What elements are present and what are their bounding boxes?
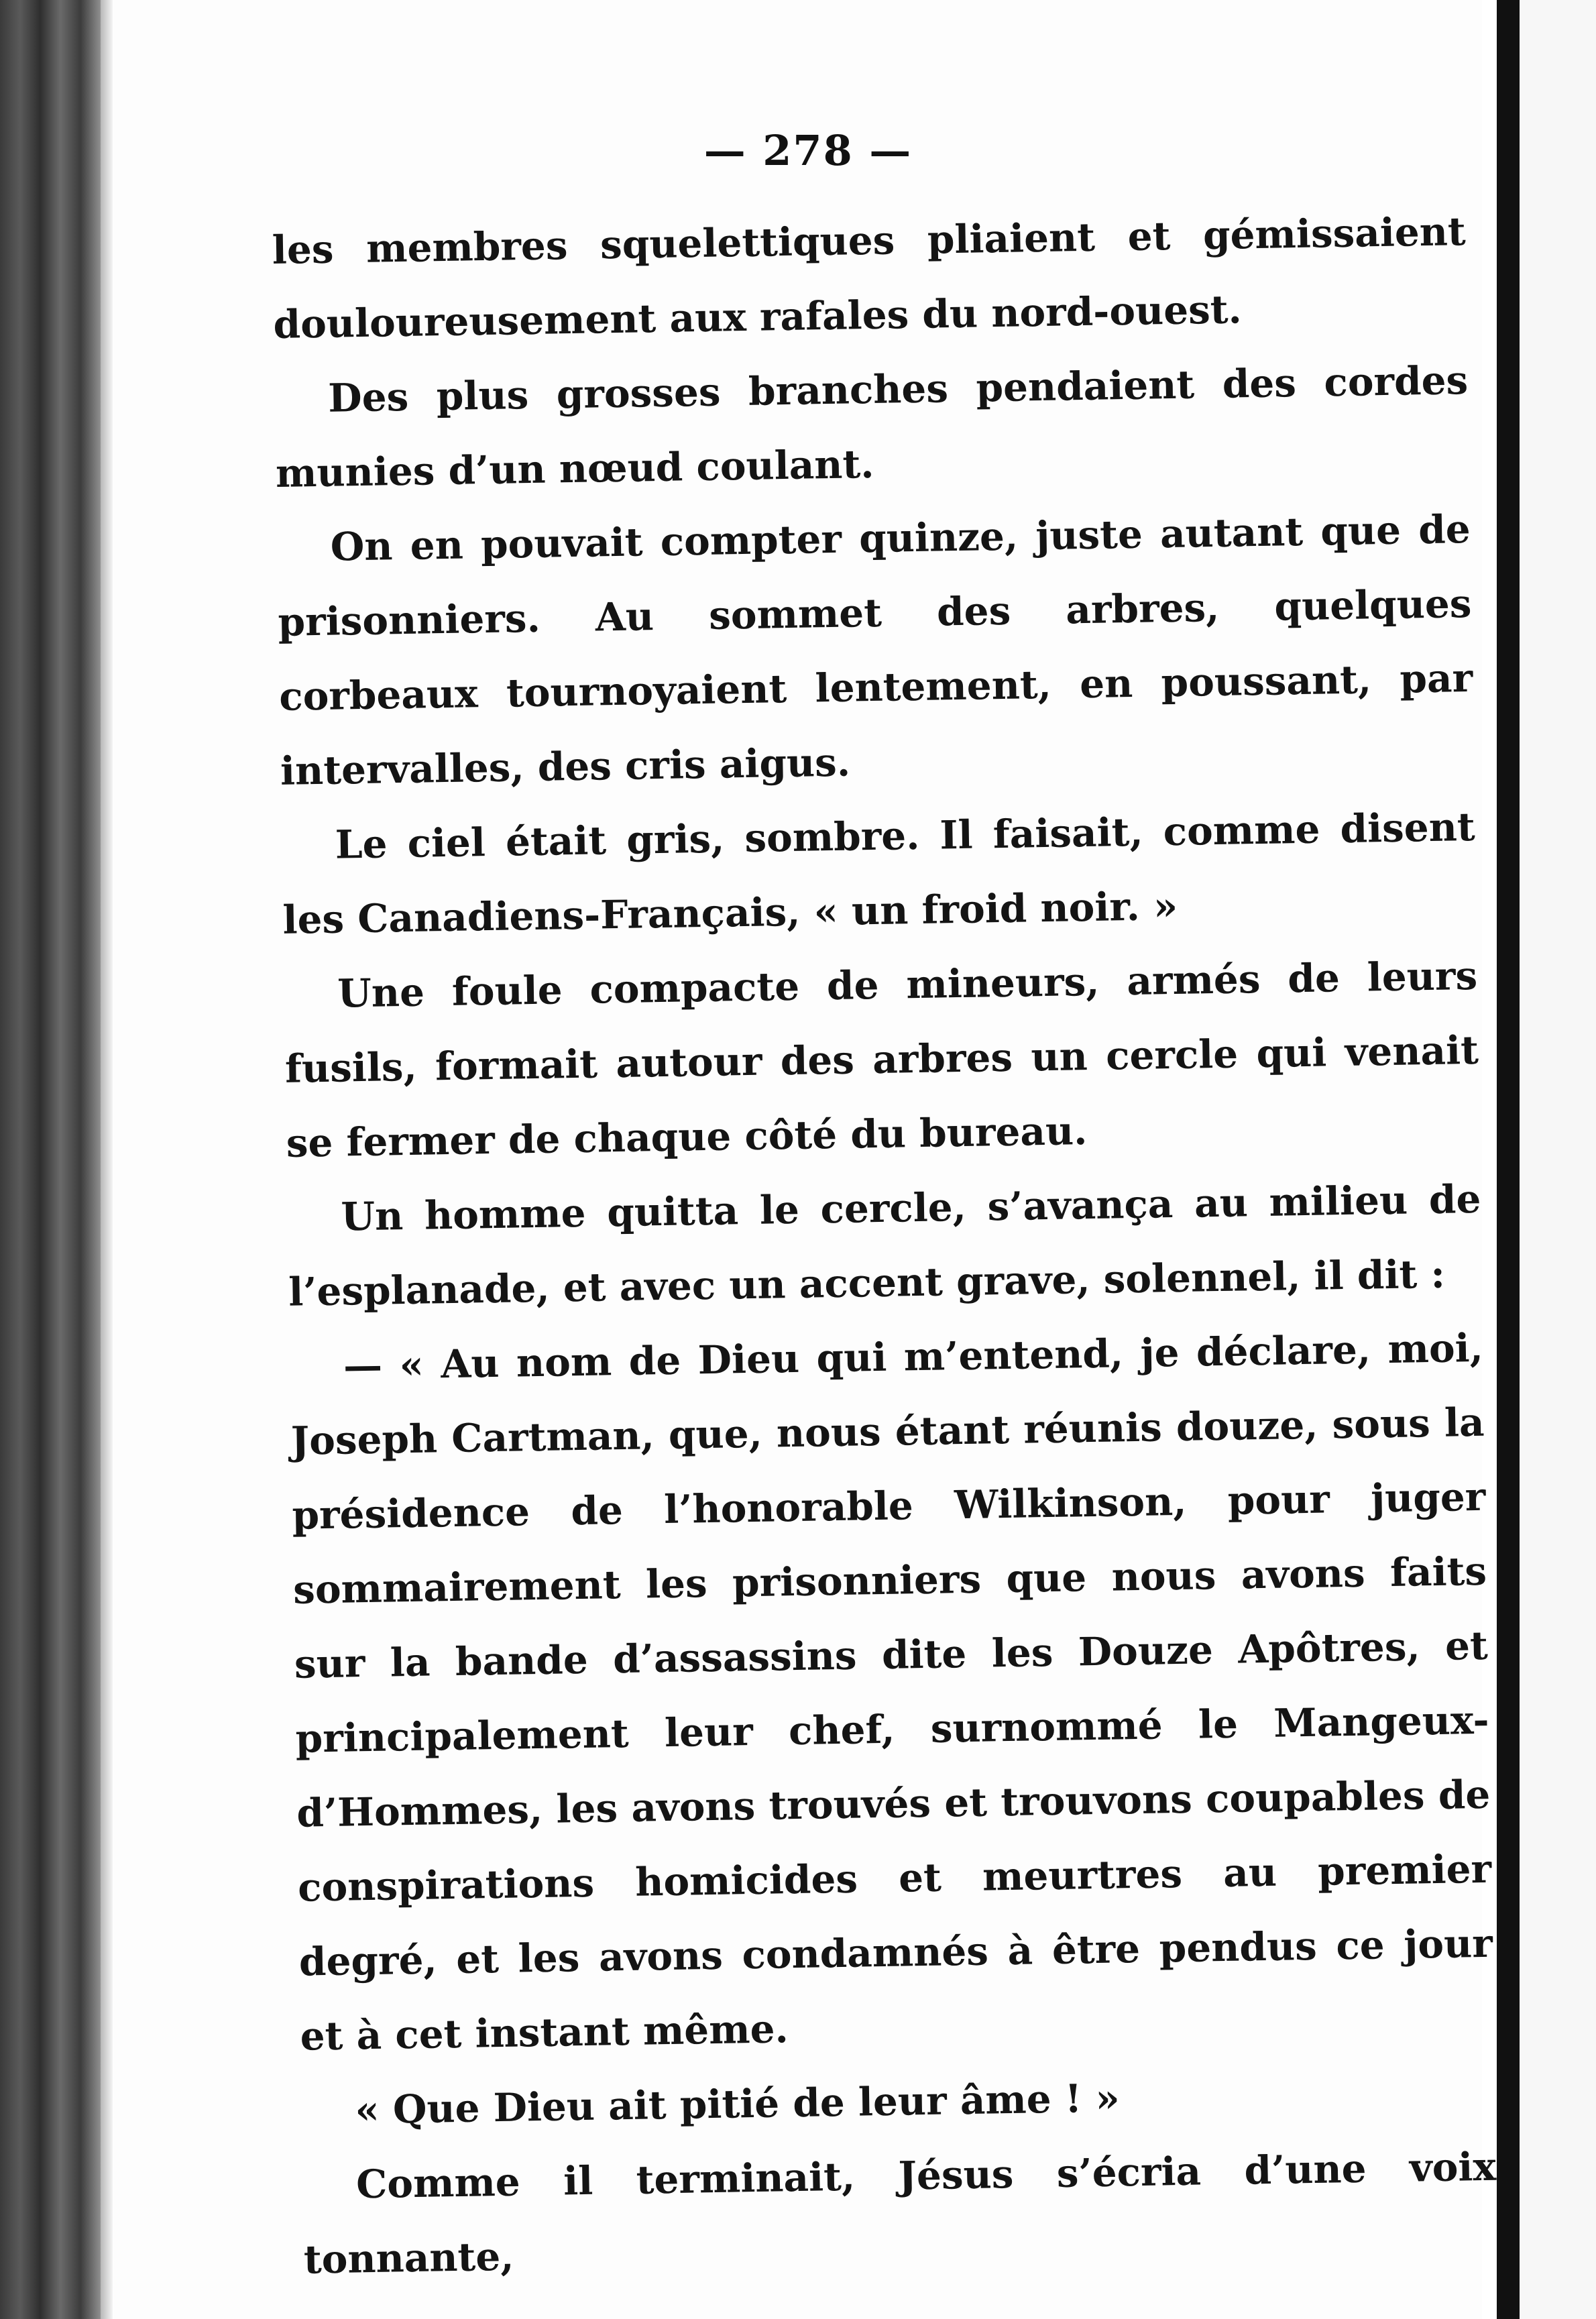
paragraph-3: On en pouvait compter quinze, juste autant que de prisonniers. Au sommet des arbres, quelques corbeaux tournoyaient lentement, en poussant, par intervalles, des cris aigus. <box>278 506 1473 794</box>
scan-binding-shadow <box>0 0 101 2319</box>
page-number-text: — 278 — <box>703 126 913 175</box>
paragraph-8-prayer: « Que Dieu ait pitié de leur âme ! » <box>354 2075 1121 2133</box>
page-number <box>0 126 1596 175</box>
paragraph-6: Un homme quitta le cercle, s’avança au milieu de l’esplanade, et avec un accent grave, solennel, il dit : <box>288 1176 1481 1315</box>
scan-binding-edge <box>101 0 113 2319</box>
paragraph-2: Des plus grosses branches pendaient des cordes munies d’un nœud coulant. <box>275 357 1469 496</box>
scan-right-margin <box>1520 0 1596 2319</box>
paragraph-1: les membres squelettiques pliaient et gémissaient douloureusement aux rafales du nord-ouest. <box>272 209 1467 347</box>
paragraph-4: Le ciel était gris, sombre. Il faisait, comme disent les Canadiens-Français, « un froid noir. » <box>282 803 1476 943</box>
paragraph-9: Comme il terminait, Jésus s’écria d’une voix tonnante, <box>303 2143 1497 2283</box>
paragraph-5: Une foule compacte de mineurs, armés de leurs fusils, formait autour des arbres un cercle qui venait se fermer de chaque côté du bureau. <box>284 952 1479 1166</box>
paragraph-7-declaration: — « Au nom de Dieu qui m’entend, je déclare, moi, Joseph Cartman, que, nous étant réunis douze, sous la présidence de l’honorable Wilkinson, pour juger sommairement les prisonniers que nous avons faits sur la bande d’assassins dite les Douze Apôtres, et principalement leur chef, surnommé le Mangeux-d’Hommes, les avons trouvés et trouvons coupables de conspirations homicides et meurtres au premier degré, et les avons condamnés à être pendus ce jour et à cet instant même. <box>290 1324 1493 2059</box>
scan-right-border <box>1497 0 1520 2319</box>
body-text <box>272 194 1498 2298</box>
